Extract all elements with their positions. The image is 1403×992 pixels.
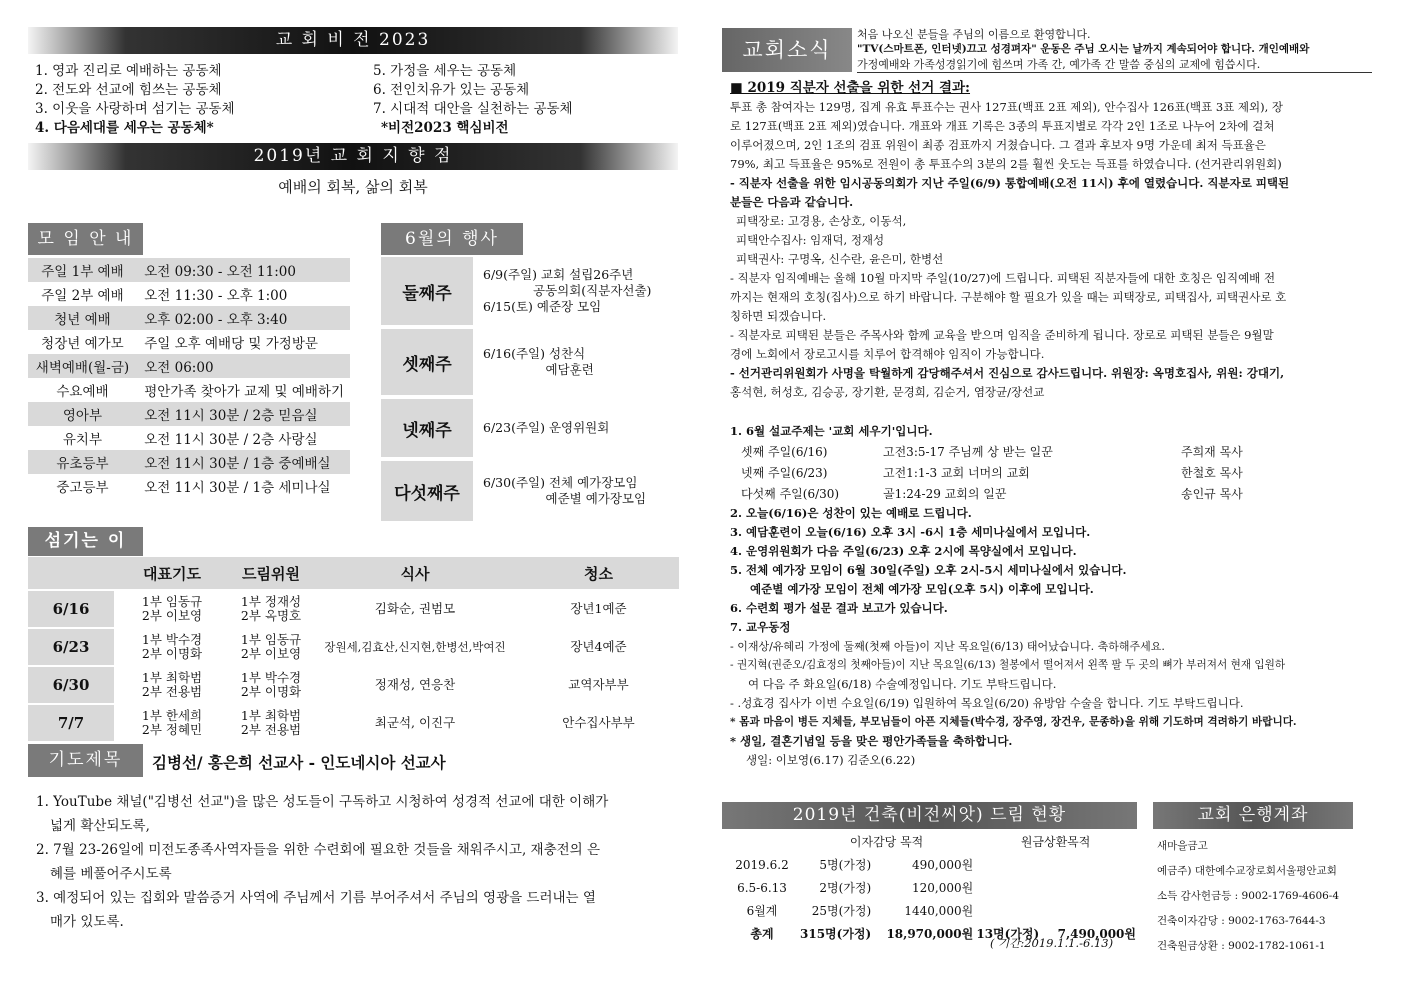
meeting-row: [28, 402, 350, 426]
meeting-time: 오전 06:00: [138, 354, 350, 378]
welcome-line: 처음 나오신 분들을 주님의 이름으로 환영합니다.: [857, 28, 1091, 41]
serve-prayer: 1부 박수경 2부 이명화: [114, 628, 230, 666]
vision-item: 3. 이웃을 사랑하며 섬기는 공동체: [35, 101, 235, 117]
serve-date: 7/7: [28, 704, 114, 741]
meeting-time: 오전 11시 30분 / 1층 중예배실: [138, 450, 350, 474]
bank-title: 교회 은행계좌: [1153, 802, 1353, 829]
servers-row: [28, 704, 679, 741]
serve-dream: 1부 정재성 2부 옥명호: [240, 594, 302, 623]
servers-header: [28, 557, 114, 590]
week-events: [473, 257, 679, 325]
event-line: 예준별 예가장모임: [483, 491, 647, 506]
servers-header: 식사: [312, 557, 518, 590]
building-row: 6.5-6.13 2명(가정) 120,000원: [737, 880, 974, 895]
servers-header: 드림위원: [230, 557, 312, 590]
serve-date: 6/30: [28, 666, 114, 704]
vision-title: 교 회 비 전 2023: [28, 27, 678, 54]
sermon-row: 넷째 주일(6/23) 고전1:1-3 교회 너머의 교회 한철호 목사: [741, 466, 1243, 480]
servers-table: [28, 557, 679, 741]
meeting-row: [28, 258, 350, 282]
vision-item: 5. 가정을 세우는 공동체: [373, 63, 517, 79]
meeting-time: 오전 11시 30분 / 1층 세미나실: [144, 480, 331, 496]
serve-prayer: 1부 한세희 2부 정혜민: [114, 704, 230, 741]
meeting-row: [28, 306, 350, 330]
prayer-item: 2. 7월 23-26일에 미전도종족사역자들을 위한 수련회에 필요한 것들을 채워주시고, 재충전의 은 혜를 베풀어주시도록: [36, 842, 601, 882]
event-line: 6/9(주일) 교회 설립26주년: [483, 267, 634, 282]
june-week-row: [381, 329, 679, 395]
building-total-row: 총계 315명(가정) 18,970,000원 13명(가정) 7,490,000원: [750, 927, 1136, 941]
serve-meal: 장원세,김효산,신지현,한병선,박여진: [312, 628, 518, 666]
meeting-label: 유치부: [62, 432, 103, 448]
servers-header-row: [28, 557, 679, 590]
direction-title: 2019년 교 회 지 향 점: [28, 143, 678, 170]
event-line: 6/16(주일) 성찬식: [483, 346, 586, 361]
vision-item: 2. 전도와 선교에 힘쓰는 공동체: [35, 82, 222, 98]
vision-item: 6. 전인치유가 있는 공동체: [373, 82, 530, 98]
serve-clean: 장년1예준: [570, 601, 627, 616]
serve-date: 6/16: [28, 590, 114, 628]
meeting-time: 주일 오후 예배당 및 가정방문: [144, 336, 318, 352]
event-line: 6/23(주일) 운영위원회: [483, 420, 610, 435]
meeting-row: [28, 378, 350, 402]
servers-title: 섬기는 이: [28, 527, 143, 556]
meeting-time: 평안가족 찾아가 교제 및 예배하기: [144, 384, 344, 400]
welcome-box: [857, 27, 1372, 73]
news-items: 2. 오늘(6/16)은 성찬이 있는 예배로 드립니다. 3. 예담훈련이 오늘(6/16) 오후 3시 -6시 1층 세미나실에서 모입니다. 4. 운영위원회가 다음 주일(6/23) 오후 2시에 목양실에서 모입니다. 5. 전체 예가장 모임이 6월 30일(주일) 오후 2시-5시 세미나실에서 있습니다. 예준별 예가장 모임이 전체 예가장 모임(오후 5시) 이후에 모입니다. 6. 수련회 평가 설문 결과 보고가 있습니다. 7. 교우동정 - 이재상/유혜리 가정에 둘째(첫째 아들)이 지난 목요일(6/13) 태어났습니다. 축하해주세요. - 권지혁(권준오/김효정의 첫째아들)이 지난 목요일(6/13) 철봉에서 떨어져서 왼쪽 팔 두 곳의 뼈가 부러져서 현재 입원하 여 다음 주 화요일(6/18) 수술예정입니다. 기도 부탁드립니다. - .성효경 집사가 이번 수요일(6/19) 입원하여 목요일(6/20) 유방암 수술을 합니다. 기도 부탁드립니다. * 몸과 마음이 병든 지체들, 부모님들이 아픈 지체들(박수경, 장주영, 장건우, 문종하)을 위해 기도하며 격려하기 바랍니다. * 생일, 결혼기념일 등을 맞은 평안가족들을 축하합니다. 생일: 이보영(6.17) 김준오(6.22): [730, 506, 1297, 767]
meeting-time: 오전 09:30 - 오전 11:00: [138, 258, 350, 282]
meeting-time: 오전 11시 30분 / 2층 믿음실: [138, 402, 350, 426]
sermon-row: 셋째 주일(6/16) 고전3:5-17 주님께 상 받는 일꾼 주희재 목사: [741, 445, 1243, 459]
building-row: 2019.6.2 5명(가정) 490,000원: [735, 857, 974, 872]
week-label: 셋째주: [381, 329, 473, 395]
welcome-line: 가정예배와 가족성경읽기에 힘쓰며 가족 간, 예가족 간 말씀 중심의 교제에 힘씁시다.: [857, 58, 1261, 71]
serve-meal: 정재성, 연응찬: [312, 666, 518, 704]
bank-account: 건축원금상환 : 9002-1782-1061-1: [1157, 940, 1326, 952]
meetings-table: [28, 258, 350, 498]
serve-clean: 교역자부부: [518, 666, 679, 704]
serve-prayer: 1부 최학범 2부 전용범: [114, 666, 230, 704]
vision-item: 7. 시대적 대안을 실천하는 공동체: [373, 101, 573, 117]
servers-row: [28, 666, 679, 704]
prayer-item: 1. YouTube 채널("김병선 선교")을 많은 성도들이 구독하고 시청하여 성경적 선교에 대한 이해가 넓게 확산되도록,: [36, 794, 609, 834]
meeting-label: 주일 2부 예배: [41, 288, 124, 304]
bank-account: 건축이자감당 : 9002-1763-7644-3: [1157, 915, 1326, 927]
prayer-list: [36, 790, 676, 934]
june-week-row: [381, 461, 679, 521]
meeting-label: 영아부: [28, 402, 137, 426]
june-week-row: [381, 257, 679, 325]
serve-dream: 1부 임동규 2부 이보영: [230, 628, 312, 666]
servers-row: [28, 628, 679, 666]
meetings-title: 모 임 안 내: [28, 223, 143, 255]
vision-list-right: [373, 62, 573, 138]
serve-clean: 안수집사부부: [518, 704, 679, 741]
meeting-label: 주일 1부 예배: [28, 258, 137, 282]
june-week-row: [381, 399, 679, 457]
event-line: 6/15(토) 예준장 모임: [483, 299, 602, 314]
meeting-row: [28, 330, 350, 354]
meeting-row: [28, 426, 350, 450]
week-events: [473, 461, 679, 521]
meeting-row: [28, 282, 350, 306]
building-row: 6월계 25명(가정) 1440,000원: [746, 904, 974, 918]
building-header-row: [725, 830, 1137, 853]
june-events-title: 6월의 행사: [381, 223, 523, 255]
bank-holder: 예금주) 대한예수교장로회서울평안교회: [1157, 865, 1337, 877]
meeting-row: [28, 450, 350, 474]
week-label: 다섯째주: [381, 461, 473, 521]
meeting-label: 유초등부: [28, 450, 137, 474]
building-title: 2019년 건축(비전씨앗) 드림 현황: [722, 802, 1137, 829]
june-events-table: [381, 257, 679, 521]
building-header: 이자감당 목적: [849, 835, 924, 849]
event-line: 예담훈련: [483, 362, 594, 377]
sermon-table: [740, 441, 1244, 504]
servers-row: [28, 590, 679, 628]
welcome-line: "TV(스마트폰, 인터넷)끄고 성경펴자" 운동은 주님 오시는 날까지 계속되어야 합니다. 개인예배와: [857, 43, 1310, 55]
building-period: ( 기간:2019.1.1.-6.13): [990, 936, 1114, 950]
vision-core-note: *비전2023 핵심비전: [381, 120, 509, 136]
building-table: [725, 830, 1137, 945]
serve-date: 6/23: [28, 628, 114, 666]
meeting-label: 수요예배: [56, 384, 109, 400]
meeting-time: 오후 02:00 - 오후 3:40: [138, 306, 350, 330]
building-header: 원금상환목적: [1020, 835, 1091, 849]
bank-account: 소득 감사헌금등 : 9002-1769-4606-4: [1157, 890, 1340, 902]
servers-header: 청소: [518, 557, 679, 590]
vision-list-left: [35, 62, 235, 138]
serve-dream: 1부 최학범 2부 전용범: [230, 704, 312, 741]
sermon-title: 1. 6월 설교주제는 '교회 세우기'입니다.: [730, 424, 933, 438]
meeting-time: 오전 11:30 - 오후 1:00: [144, 288, 288, 304]
meeting-label: 중고등부: [56, 480, 109, 496]
prayer-item: 3. 예정되어 있는 집회와 말씀증거 사역에 주님께서 기름 부어주셔서 주님의 영광을 드러내는 열 매가 있도록.: [36, 890, 596, 930]
event-line: 공동의회(직분자선출): [483, 283, 652, 298]
serve-dream: 1부 박수경 2부 이명화: [230, 666, 312, 704]
direction-text: 예배의 회복, 삶의 회복: [278, 178, 428, 196]
serve-clean: 장년4예준: [518, 628, 679, 666]
vision-item-core: 4. 다음세대를 세우는 공동체*: [35, 120, 214, 136]
news-title: 교회소식: [722, 28, 852, 72]
meeting-row: [28, 354, 350, 378]
servers-header: 대표기도: [114, 557, 230, 590]
serve-meal: 최군석, 이진구: [312, 704, 518, 741]
meeting-time: 오전 11시 30분 / 2층 사랑실: [144, 432, 318, 448]
week-events: [473, 399, 679, 457]
election-title: ■ 2019 직분자 선출을 위한 선거 결과:: [730, 80, 971, 96]
week-events: [473, 329, 679, 395]
news-body: [730, 78, 1375, 770]
bank-name: 새마을금고: [1157, 840, 1208, 852]
prayer-subject: 김병선/ 홍은희 선교사 - 인도네시아 선교사: [152, 753, 446, 772]
vision-item: 1. 영과 진리로 예배하는 공동체: [35, 63, 222, 79]
prayer-label: 기도제목: [28, 744, 143, 777]
serve-meal: 김화순, 권범모: [374, 601, 456, 616]
bank-info: [1157, 834, 1339, 959]
meeting-row: [28, 474, 350, 498]
serve-prayer: 1부 임동규 2부 이보영: [141, 594, 203, 623]
sermon-row: 다섯째 주일(6/30) 골1:24-29 교회의 일꾼 송인규 목사: [741, 487, 1243, 501]
election-lines: 투표 총 참여자는 129명, 집계 유효 투표수는 권사 127표(백표 2표 제외), 안수집사 126표(백표 3표 제외), 장 로 127표(백표 2표 제외)였습니다. 개표와 개표 기록은 3종의 투표지별로 각각 2인 1조로 나누어 2차에 걸쳐 이루어졌으며, 2인 1조의 검표 위원이 최종 검표까지 거쳤습니다. 그 결과 후보자 9명 가운데 최저 득표율은 79%, 최고 득표율은 95%로 전원이 총 투표수의 3분의 2를 훨씬 웃도는 득표를 하였습니다. (선거관리위원회) - 직분자 선출을 위한 임시공동의회가 지난 주일(6/9) 통합예배(오전 11시) 후에 열렸습니다. 직분자로 피택된 분들은 다음과 같습니다. 피택장로: 고경용, 손상호, 이동석, 피택안수집사: 임재덕, 정재성 피택권사: 구명옥, 신수란, 윤은미, 한병선 - 직분자 임직예배는 올해 10월 마지막 주일(10/27)에 드립니다. 피택된 직분자들에 대한 호칭은 임직예배 전 까지는 현재의 호칭(집사)으로 하기 바랍니다. 구분해야 할 필요가 있을 때는 피택장로, 피택집사, 피택권사로 호 칭하면 되겠습니다. - 직분자로 피택된 분들은 주목사와 함께 교육을 받으며 임직을 준비하게 됩니다. 장로로 피택된 분들은 9월말 경에 노회에서 장로고시를 치루어 합격해야 임직이 가능합니다. - 선거관리위원회가 사명을 탁월하게 감당해주셔서 진심으로 감사드립니다. 위원장: 옥명호집사, 위원: 강대기, 홍석현, 허성호, 김승공, 장기환, 문경희, 김순거, 염장균/장선교: [730, 100, 1290, 399]
meeting-label: 청장년 예가모: [41, 336, 124, 352]
meeting-label: 새벽예배(월-금): [28, 354, 137, 378]
event-line: 6/30(주일) 전체 예가장모임: [483, 475, 638, 490]
week-label: 넷째주: [381, 399, 473, 457]
meeting-label: 청년 예배: [28, 306, 137, 330]
week-label: 둘째주: [381, 257, 473, 325]
